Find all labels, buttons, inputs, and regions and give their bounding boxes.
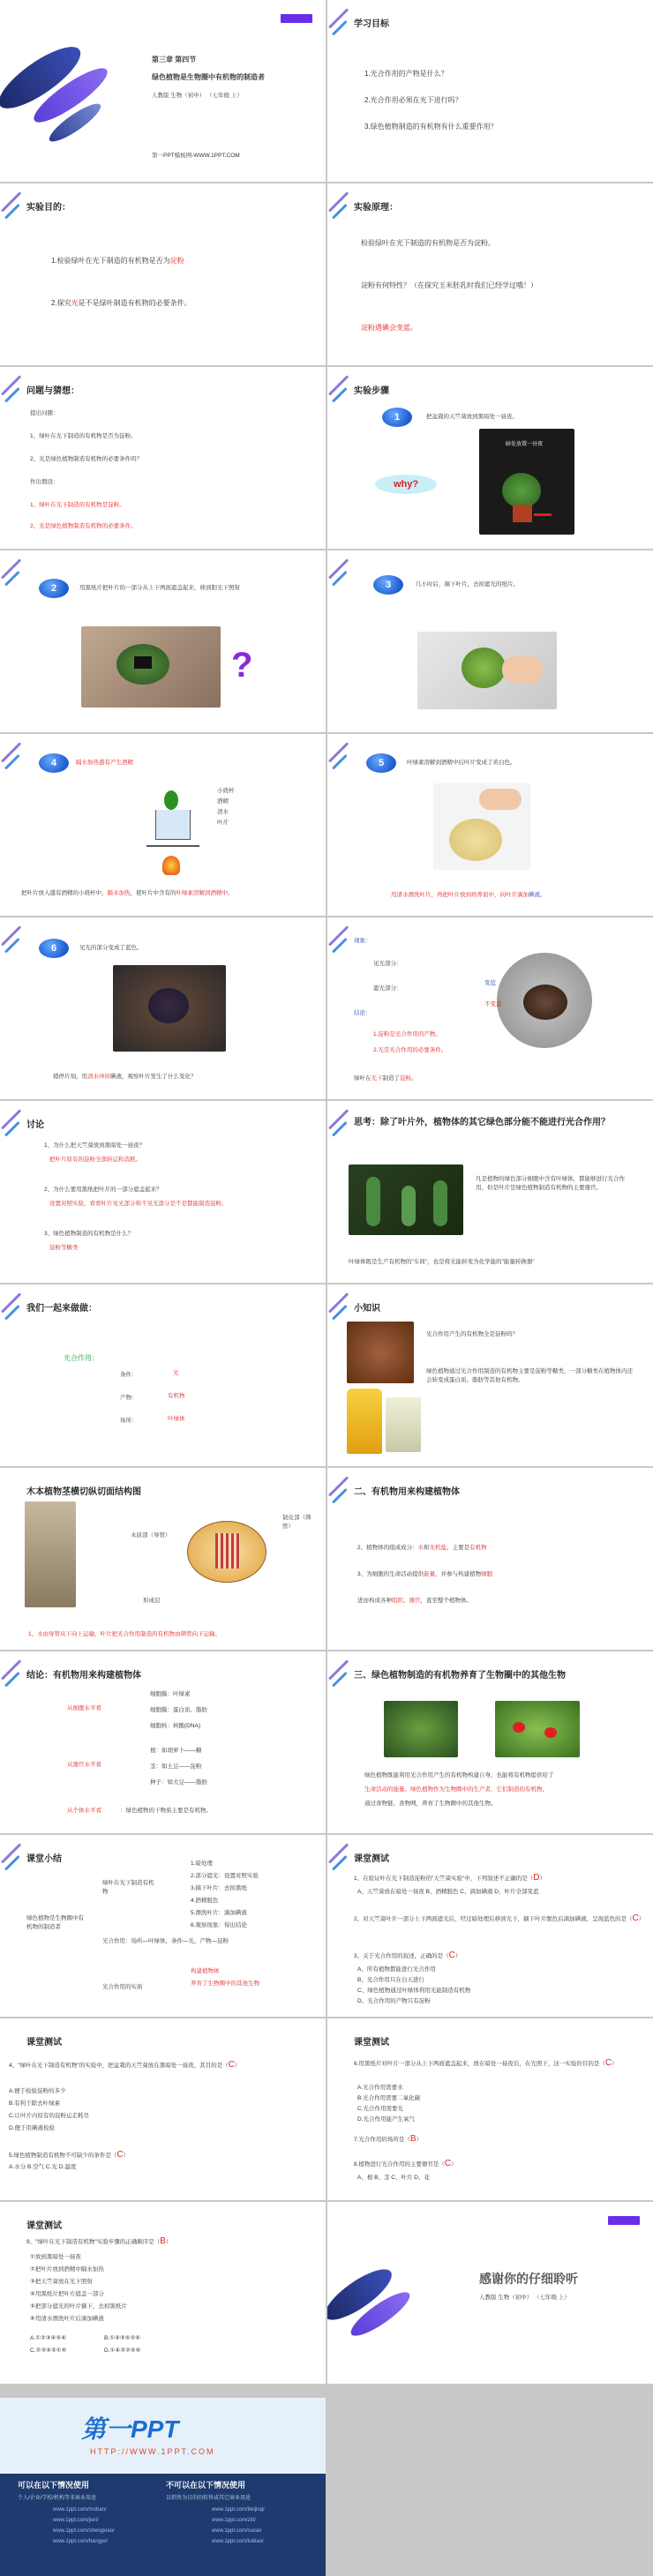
blue-leaf-photo	[113, 965, 226, 1052]
footer-col1: 可以在以下情况使用	[18, 2481, 90, 2490]
slide-quiz-1[interactable]	[327, 1835, 653, 2017]
hand	[502, 656, 543, 683]
question: 7.光合作用的场所是（B）	[354, 2134, 423, 2144]
step-node: 5.漂洗叶片：滴加碘液	[191, 1910, 247, 1916]
branch: 从个体水平看	[67, 1808, 101, 1814]
cactus	[433, 1180, 447, 1226]
row-label: 产物：	[120, 1395, 138, 1401]
options: A、根 B、茎 C、叶片 D、花	[357, 2175, 430, 2181]
slide-build[interactable]	[327, 1468, 653, 1650]
cactus	[402, 1186, 416, 1226]
branch: 从器官水平看	[67, 1762, 101, 1768]
part-label: 酒精	[217, 798, 229, 805]
step-number: 5	[366, 753, 396, 773]
center-label: 光合作用：	[64, 1354, 99, 1362]
step-node: 6.观察现象：得出结论	[191, 1922, 247, 1928]
text-line: 设置对照实验，看看叶片见光部分和不见光部分是不是都能制造淀粉。	[49, 1201, 228, 1207]
leaf	[164, 790, 178, 810]
ladybug	[513, 1722, 525, 1733]
row-value: 光	[173, 1370, 179, 1376]
dish	[449, 819, 502, 861]
dropper-photo	[433, 783, 530, 870]
question: 3、关于光合作用的叙述，正确的是（C）	[354, 1951, 462, 1960]
slide-discussion[interactable]	[0, 1101, 326, 1283]
tag-blue: 变蓝	[484, 980, 496, 986]
footer-col2: 不可以在以下情况使用	[166, 2481, 246, 2490]
step-number: 1	[382, 408, 412, 427]
step-caption: 用清水漂洗叶片，再把叶片放到培养皿中，向叶片滴加碘液。	[391, 892, 546, 898]
step-number: 6	[39, 939, 69, 958]
tag-not-blue: 不变蓝	[484, 1001, 502, 1007]
step-text: 叶绿素溶解到酒精中后叶片变成了黄白色。	[407, 760, 516, 766]
branch-item: 茎：如土豆——淀粉	[150, 1764, 202, 1770]
step-caption: 稍停片刻，用清水冲掉碘液，观察叶片发生了什么变化？	[53, 1074, 197, 1080]
fill-line: 2、植物体的组成成分：水和无机盐，主要是有机物	[357, 1545, 487, 1551]
question: 9、"绿叶在光下制造有机物"实验步骤的正确顺序是（B）	[26, 2236, 172, 2246]
corner-decoration	[327, 734, 368, 775]
body-text: 绿色植物既能利用光合作用产生的有机物构建自身，也能将有机物提供给了	[364, 1772, 554, 1778]
mid-node: 光合作用的实质	[102, 1984, 143, 1990]
option: D.光合作用能产生氧气	[357, 2116, 415, 2123]
mid-node: 光合作用：场所—叶绿体，条件—光，产物—淀粉	[102, 1938, 229, 1944]
text-line: 提出问题：	[30, 410, 59, 416]
option: B、光合作用只在白天进行	[357, 1977, 424, 1983]
conclusion-2: 2.光是光合作用的必要条件。	[373, 1047, 447, 1053]
ladybug	[544, 1727, 557, 1738]
question: 8.植物进行光合作用的主要器官是（C）	[354, 2159, 457, 2168]
slide-principle[interactable]	[327, 183, 653, 365]
slide-goals[interactable]	[327, 0, 653, 182]
why-bubble: why?	[375, 475, 437, 494]
step-text: 见光的部分变成了蓝色。	[79, 945, 143, 951]
footer-link[interactable]: www.1ppt.com/sucai/	[212, 2528, 262, 2534]
purpose-1: 1.检验绿叶在光下制造的有机物是否为淀粉	[51, 257, 184, 265]
apparatus-diagram	[143, 783, 212, 880]
chapter-label: 第三章 第四节	[152, 56, 197, 64]
step-caption: 把叶片放入盛有酒精的小烧杯中，隔水加热，使叶片中含有的叶绿素溶解到酒精中。	[21, 890, 234, 896]
slide-heading: 小知识	[354, 1304, 380, 1314]
footer-ad	[0, 2398, 326, 2576]
accent-bar	[281, 14, 312, 23]
slide-step-2[interactable]	[0, 550, 326, 732]
goal-item: 1.光合作用的产物是什么？	[364, 70, 448, 78]
slide-heading: 实验原理：	[354, 203, 398, 213]
branch-item: 根：如胡萝卜——糖	[150, 1748, 202, 1754]
slide-thanks[interactable]	[327, 2202, 653, 2384]
footer-logo: 第一PPT	[81, 2415, 179, 2443]
body-text: 绿色植物通过光合作用制造的有机物主要是淀粉等糖类，一部分糖类在植物体内还会转变成蛋白质、脂肪等其他有机物。	[426, 1368, 633, 1383]
option: C.光合作用需要光	[357, 2106, 403, 2112]
row-label: 场所：	[120, 1418, 138, 1424]
step-node: 2.部分遮光：设置对照实验	[191, 1873, 259, 1879]
leaf	[523, 985, 567, 1020]
mid-node: 绿叶在光下制造有机物	[102, 1880, 154, 1895]
slide-heading: 课堂小结	[26, 1854, 62, 1864]
body-text: 通过食物链、食物网，养育了生物圈中的其他生物。	[364, 1801, 497, 1807]
slide-heading: 课堂测试	[354, 1854, 389, 1864]
conclusion-line: 绿叶在光下制造了淀粉。	[354, 1075, 417, 1082]
step-text: 把盆栽的天竺葵放到黑暗处一昼夜。	[426, 414, 518, 420]
slide-quiz-2[interactable]	[0, 2018, 326, 2200]
answer-option: A.①②③④⑤⑥	[30, 2335, 67, 2341]
slide-cover[interactable]	[0, 0, 326, 182]
leaf	[148, 988, 189, 1023]
cover-meta: 人教版 生物（初中） （七年级 上）	[152, 93, 243, 99]
corner-decoration	[0, 550, 41, 591]
option: A、所有植物都能进行光合作用	[357, 1966, 436, 1973]
xylem	[215, 1533, 240, 1569]
leaf-photo	[81, 626, 221, 708]
slide-stem[interactable]	[0, 1468, 326, 1650]
phloem-label: 韧皮部（筛管）	[282, 1515, 311, 1530]
cover-title: 绿色植物是生物圈中有机物的制造者	[152, 73, 265, 81]
option: A.便于检验淀粉的多少	[9, 2088, 66, 2094]
slide-knowledge[interactable]	[327, 1284, 653, 1466]
cactus	[366, 1177, 380, 1226]
bottom-text: 叶绿体既是生产有机物的"车间"，也是将光能转变为化学能的"能量转换器"	[349, 1259, 535, 1265]
slide-heading: 实验步骤	[354, 386, 389, 396]
text-line: 把叶片原有的淀粉全部转运和消耗。	[49, 1157, 141, 1163]
step-number: 3	[373, 575, 403, 595]
slide-nurture[interactable]	[327, 1651, 653, 1833]
branch: 从细胞水平看	[67, 1705, 101, 1711]
question-mark-icon: ?	[231, 646, 253, 685]
oil-photo	[347, 1389, 382, 1454]
arrow	[534, 513, 552, 516]
footer-link[interactable]: www.1ppt.com/shengxiao/	[53, 2528, 115, 2534]
text-line: 2、光是绿色植物制造有机物的必要条件吗？	[30, 456, 143, 462]
answer-option: D.①④③②⑤⑥	[104, 2348, 141, 2354]
cambium-label: 形成层	[143, 1598, 161, 1604]
question: 4、"绿叶在光下制造有机物"的实验中，把盆栽的天竺葵放在黑暗处一昼夜，其目的是（C）	[9, 2060, 241, 2070]
soy-photo	[386, 1397, 421, 1452]
option: ④用黑纸片把叶片遮盖一部分	[30, 2291, 104, 2297]
result-photo	[497, 953, 592, 1048]
branch-item: 种子：如大豆——脂肪	[150, 1779, 207, 1786]
question: 6.用黑纸片对叶片一部分从上下两面遮盖起来，放在暗处一昼夜后，在光照下，这一实验的目的是（C）	[354, 2058, 618, 2068]
principle-1: 检验绿叶在光下制造的有机物是否为淀粉。	[361, 239, 495, 247]
fill-line: 进而构成各种组织、器官，直至整个植物体。	[357, 1598, 472, 1604]
footer-url: HTTP://WWW.1PPT.COM	[90, 2447, 215, 2456]
pot	[513, 505, 532, 522]
slide-heading: 二、有机物用来构建植物体	[354, 1487, 460, 1497]
plant	[502, 473, 541, 508]
slide-heading: 课堂测试	[26, 2221, 62, 2231]
ladybug-photo	[495, 1701, 580, 1757]
row-label: 条件：	[120, 1372, 138, 1378]
conclusion-1: 1.淀粉是光合作用的产物。	[373, 1031, 441, 1037]
principle-2: 淀粉有何特性？（在探究玉米胚乳时我们已经学过哦！）	[361, 281, 537, 289]
slide-quiz-3[interactable]	[327, 2018, 653, 2200]
slide-heading: 课堂测试	[354, 2038, 389, 2048]
body-text: 生命活动的能量。绿色植物作为生物圈中的生产者，它们制造的有机物，	[364, 1786, 548, 1793]
slide-heading: 木本植物茎横切纵切面结构图	[26, 1487, 141, 1497]
photo-caption: 暗处放置一昼夜	[506, 442, 544, 447]
footer-link[interactable]: www.1ppt.com/ziti/	[212, 2518, 256, 2523]
footer-link[interactable]: www.1ppt.com/hangye/	[53, 2539, 109, 2544]
option: ⑤把部分遮光的叶片摘下，去掉黑纸片	[30, 2303, 127, 2310]
row-value: 有机物	[168, 1393, 185, 1399]
slide-thinking[interactable]	[327, 1101, 653, 1283]
branch-item: 细胞膜：叶绿素	[150, 1691, 191, 1697]
slide-heading: 课堂测试	[26, 2038, 62, 2048]
corner-decoration	[327, 550, 368, 591]
step-text: 几小时后，摘下叶片，去掉遮光的纸片。	[416, 581, 519, 588]
text-line: 作出假设：	[30, 479, 59, 485]
slide-heading: 三、绿色植物制造的有机物养育了生物圈中的其他生物	[354, 1671, 566, 1681]
step-node: 4.酒精脱色	[191, 1898, 219, 1904]
slide-quiz-4[interactable]	[0, 2202, 326, 2384]
question: 5.绿色植物制造有机物不可缺少的条件是（C）	[9, 2150, 130, 2160]
step-number: 2	[39, 579, 69, 598]
answer-option: B.①④③⑤②⑥	[104, 2335, 141, 2341]
question: 1、在验证叶在光下制造淀粉的"天竺葵实验"中，下列叙述不正确的是（D）	[354, 1873, 545, 1883]
site-label: 第一PPT模板网-WWW.1PPT.COM	[152, 153, 240, 159]
slide-step-5[interactable]	[327, 734, 653, 916]
slide-heading: 问题与猜想：	[26, 386, 79, 396]
option: B.光合作用需要二氧化碳	[357, 2095, 421, 2101]
footer-link[interactable]: www.1ppt.com/moban/	[53, 2507, 107, 2512]
cactus-photo	[349, 1164, 463, 1235]
slide-heading: 思考：除了叶片外，植物体的其它绿色部分能不能进行光合作用？	[354, 1118, 610, 1127]
principle-3: 淀粉遇碘会变蓝。	[361, 324, 417, 332]
slide-step-6[interactable]	[0, 917, 326, 1099]
step-node: 3.摘下叶片：去掉黑纸	[191, 1885, 247, 1891]
fill-line: 3、为细胞的生命活动提供能量，并参与构建植物细胞	[357, 1571, 493, 1577]
slide-step-4[interactable]	[0, 734, 326, 916]
option: ②把叶片放到酒精中隔水加热	[30, 2266, 104, 2273]
part-label: 叶片	[217, 820, 229, 826]
footer-col2-text: 以销售为目的的转售或其它商业用途	[166, 2496, 251, 2501]
peanut-photo	[347, 1322, 414, 1383]
label: 见光部分：	[373, 961, 402, 967]
slide-step-1[interactable]	[327, 367, 653, 549]
stand	[146, 845, 199, 847]
text-line: 2、光是绿色植物制造有机物的必要条件。	[30, 523, 137, 529]
bottom-text: 1、水由导管从下向上运输，叶片把光合作用制造的有机物由筛管向下运输。	[28, 1631, 221, 1637]
plant-photo	[479, 429, 574, 535]
part-label: 小烧杯	[217, 788, 235, 794]
flame	[162, 856, 180, 875]
option: C、绿色植物通过叶绿体利用光能制造有机物	[357, 1988, 471, 1994]
body-text: 凡是植物的绿色部分细胞中含有叶绿体，都能够进行光合作用，但是叶片是绿色植物制造有机物的主要器官。	[476, 1176, 625, 1191]
slide-heading: 讨论	[26, 1120, 44, 1130]
question: 光合作用产生的有机物全是淀粉吗？	[426, 1331, 518, 1337]
label: 现象：	[354, 938, 372, 944]
hand	[479, 789, 522, 810]
step-text: 隔水加热盛有产生酒精	[76, 760, 133, 766]
option: ①放到黑暗处一昼夜	[30, 2254, 81, 2260]
hand-leaf-photo	[417, 632, 557, 709]
slide-heading: 我们一起来做做：	[26, 1304, 97, 1314]
stem-diagram	[169, 1503, 284, 1600]
branch-item: 细胞膜：蛋白质、脂肪	[150, 1707, 207, 1713]
step-node: 1.暗处理	[191, 1861, 213, 1867]
option: ⑥用清水漂洗叶片后滴加碘液	[30, 2316, 104, 2322]
option: D、光合作用的产物只有淀粉	[357, 1998, 431, 2004]
slide-heading: 结论：有机物用来构建植物体	[26, 1671, 141, 1681]
slide-summary[interactable]	[0, 1835, 326, 2017]
option: A.光合作用需要水	[357, 2085, 403, 2091]
slide-heading: 学习目标	[354, 19, 389, 29]
branch-item: ：绿色植物的干物质主要是有机物。	[120, 1808, 212, 1814]
label: 结论：	[354, 1010, 372, 1016]
question: 2、对天竺葵叶片一部分上下两面遮光后，经过暗处理后移到光下，摘下叶片脱色后滴加碘液，呈现蓝色的是（C）	[354, 1913, 645, 1923]
slide-step-3[interactable]	[327, 550, 653, 732]
step-number: 4	[39, 753, 69, 773]
footer-link[interactable]: www.1ppt.com/jieri/	[53, 2518, 99, 2523]
stem-photo	[25, 1501, 76, 1607]
text-line: 1、为什么把天竺葵放到黑暗处一昼夜？	[44, 1142, 146, 1149]
insect-photo	[384, 1701, 458, 1757]
text-line: 1、绿叶在光下制造的有机物是淀粉。	[30, 502, 125, 508]
branch-item: 细胞核：核酸(DNA)	[150, 1723, 201, 1729]
options: A、天竺葵放在暗处一昼夜 B、酒精脱色 C、滴加碘液 D、叶片全部变蓝	[357, 1889, 539, 1895]
leaf	[462, 648, 506, 688]
footer-link[interactable]: www.1ppt.com/tubiao/	[212, 2539, 264, 2544]
goal-item: 3.绿色植物制造的有机物有什么重要作用？	[364, 123, 498, 131]
text-line: 1、绿叶在光下制造的有机物是否为淀粉。	[30, 433, 137, 439]
thanks-meta: 人教版 生物（初中） （七年级 上）	[479, 2295, 570, 2301]
footer-link[interactable]: www.1ppt.com/beijing/	[212, 2507, 265, 2512]
answer-option: C.②③④⑤①⑥	[30, 2348, 67, 2354]
use-node: 构建植物体	[191, 1968, 220, 1974]
row-value: 叶绿体	[168, 1416, 185, 1422]
label: 遮光部分：	[373, 985, 402, 992]
goal-item: 2.光合作用必须在光下进行吗？	[364, 96, 462, 104]
option: B.有利于除去叶绿素	[9, 2100, 61, 2107]
use-node: 养育了生物圈中的其他生物	[191, 1981, 259, 1987]
option: C.让叶片内原有的淀粉运走耗尽	[9, 2113, 89, 2119]
step-text: 用黑纸片把叶片的一部分从上下两面遮盖起来，移到阳光下照射	[79, 585, 240, 591]
purpose-2: 2.探究光是不是绿叶制造有机物的必要条件。	[51, 299, 191, 307]
option: D.便于用碘液检验	[9, 2125, 55, 2131]
corner-decoration	[0, 917, 41, 958]
text-line: 2、为什么要用黑纸把叶片的一部分遮盖起来？	[44, 1187, 162, 1193]
black-paper	[134, 656, 152, 669]
footer-col1-text: 个人/企业/学校/机构等非商业用途	[18, 2496, 97, 2501]
text-line: 淀粉等糖类	[49, 1245, 79, 1251]
slide-purpose[interactable]	[0, 183, 326, 365]
option: ③把天竺葵放在光下照射	[30, 2279, 93, 2285]
slide-exercise[interactable]	[0, 1284, 326, 1466]
beaker	[155, 810, 191, 840]
slide-conclusion[interactable]	[0, 1651, 326, 1833]
slide-hypothesis[interactable]	[0, 367, 326, 549]
root-node: 绿色植物是生物圈中有机物的制造者	[26, 1915, 84, 1930]
accent-bar	[608, 2216, 640, 2225]
slide-heading: 实验目的：	[26, 203, 71, 213]
corner-decoration	[0, 734, 41, 775]
slide-result[interactable]	[327, 917, 653, 1099]
part-label: 清水	[217, 809, 229, 815]
options: A.水分 B.空气 C.光 D.温度	[9, 2164, 77, 2170]
text-line: 3、绿色植物制造的有机物是什么？	[44, 1231, 134, 1237]
thanks-title: 感谢你的仔细聆听	[479, 2272, 578, 2286]
xylem-label: 木质部（导管）	[131, 1532, 171, 1539]
